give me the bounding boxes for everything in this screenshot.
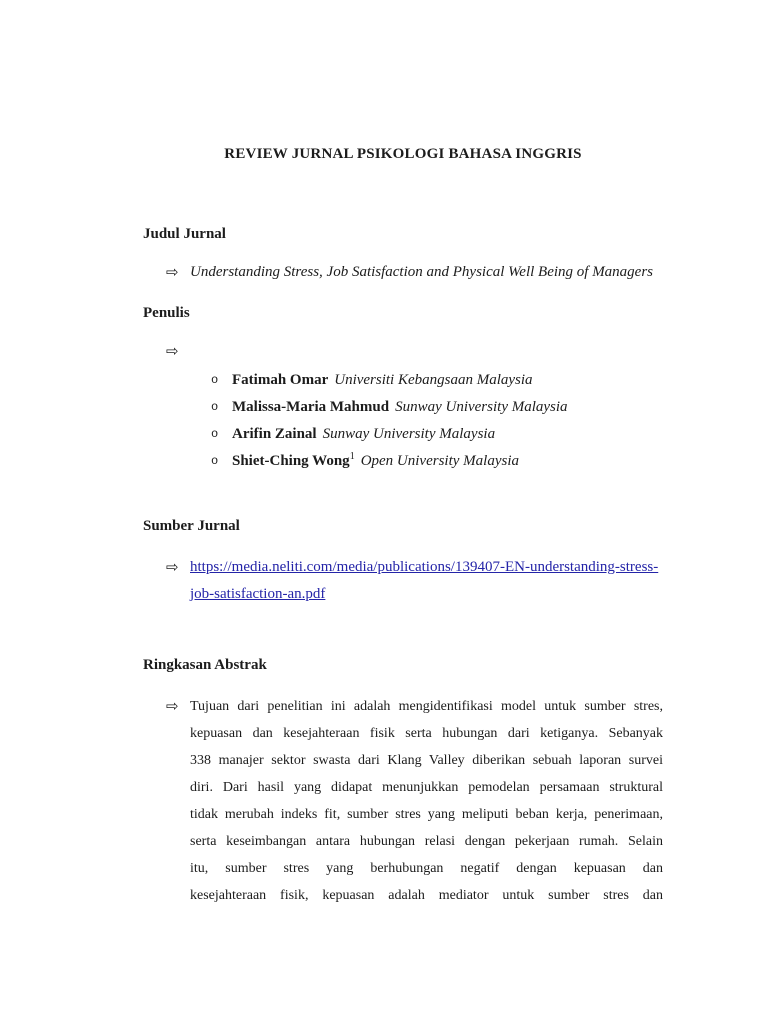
empty-bullet-item xyxy=(166,338,663,365)
heading-penulis: Penulis xyxy=(143,305,190,321)
url-line-2[interactable]: job-satisfaction-an.pdf xyxy=(190,586,326,602)
heading-ringkasan-abstrak: Ringkasan Abstrak xyxy=(143,657,267,673)
heading-judul-jurnal: Judul Jurnal xyxy=(143,226,226,242)
document-title: REVIEW JURNAL PSIKOLOGI BAHASA INGGRIS xyxy=(224,146,582,162)
circle-bullet-icon: o xyxy=(211,400,219,414)
arrow-bullet-icon: ⇨ xyxy=(166,558,179,576)
abstract-line: Tujuan dari penelitian ini adalah mengidentifikasi model untuk sumber stres, xyxy=(190,699,663,714)
abstract-line: itu, sumber stres yang berhubungan negatif dengan kepuasan dan xyxy=(190,861,663,876)
arrow-bullet-icon: ⇨ xyxy=(166,342,179,360)
author-affiliation: Sunway University Malaysia xyxy=(395,399,568,415)
author-affiliation: Universiti Kebangsaan Malaysia xyxy=(334,372,533,388)
author-list xyxy=(0,367,768,475)
abstract-line: kepuasan dan kesejahteraan fisik serta hubungan dari ketiganya. Sebanyak xyxy=(190,726,663,741)
journal-title-text: Understanding Stress, Job Satisfaction and Physical Well Being of Managers xyxy=(190,264,654,280)
author-row xyxy=(211,421,768,448)
url-line-1[interactable]: https://media.neliti.com/media/publications/139407-EN-understanding-stress- xyxy=(190,559,659,575)
author-row xyxy=(211,394,768,421)
abstract-paragraph xyxy=(166,693,663,909)
author-affiliation: Sunway University Malaysia xyxy=(322,426,496,442)
abstract-line: kesejahteraan fisik, kepuasan adalah mediator untuk sumber stres dan xyxy=(190,888,663,903)
abstract-line: 338 manajer sektor swasta dari Klang Valley diberikan sebuah laporan survei xyxy=(190,753,663,768)
author-row xyxy=(211,367,768,394)
circle-bullet-icon: o xyxy=(211,427,219,441)
circle-bullet-icon: o xyxy=(211,373,219,387)
arrow-bullet-icon: ⇨ xyxy=(166,697,179,715)
abstract-line: serta keseimbangan antara hubungan relasi dengan pekerjaan rumah. Selain xyxy=(190,834,663,849)
author-name: Arifin Zainal xyxy=(232,426,317,442)
author-row xyxy=(211,448,768,475)
heading-sumber-jurnal: Sumber Jurnal xyxy=(143,518,240,534)
circle-bullet-icon: o xyxy=(211,454,219,468)
source-url-link[interactable] xyxy=(190,554,663,608)
author-name: Fatimah Omar xyxy=(232,372,329,388)
journal-title-item xyxy=(166,259,663,286)
abstract-line: tidak merubah indeks fit, sumber stres yang meliputi beban kerja, penerimaan, xyxy=(190,807,663,822)
author-superscript: 1 xyxy=(349,451,355,462)
author-name: Malissa-Maria Mahmud xyxy=(232,399,390,415)
arrow-bullet-icon: ⇨ xyxy=(166,263,179,281)
author-name: Shiet-Ching Wong xyxy=(232,453,350,469)
abstract-line: diri. Dari hasil yang didapat menunjukkan pemodelan persamaan struktural xyxy=(190,780,663,795)
source-url-item xyxy=(166,554,663,608)
author-affiliation: Open University Malaysia xyxy=(360,453,519,469)
